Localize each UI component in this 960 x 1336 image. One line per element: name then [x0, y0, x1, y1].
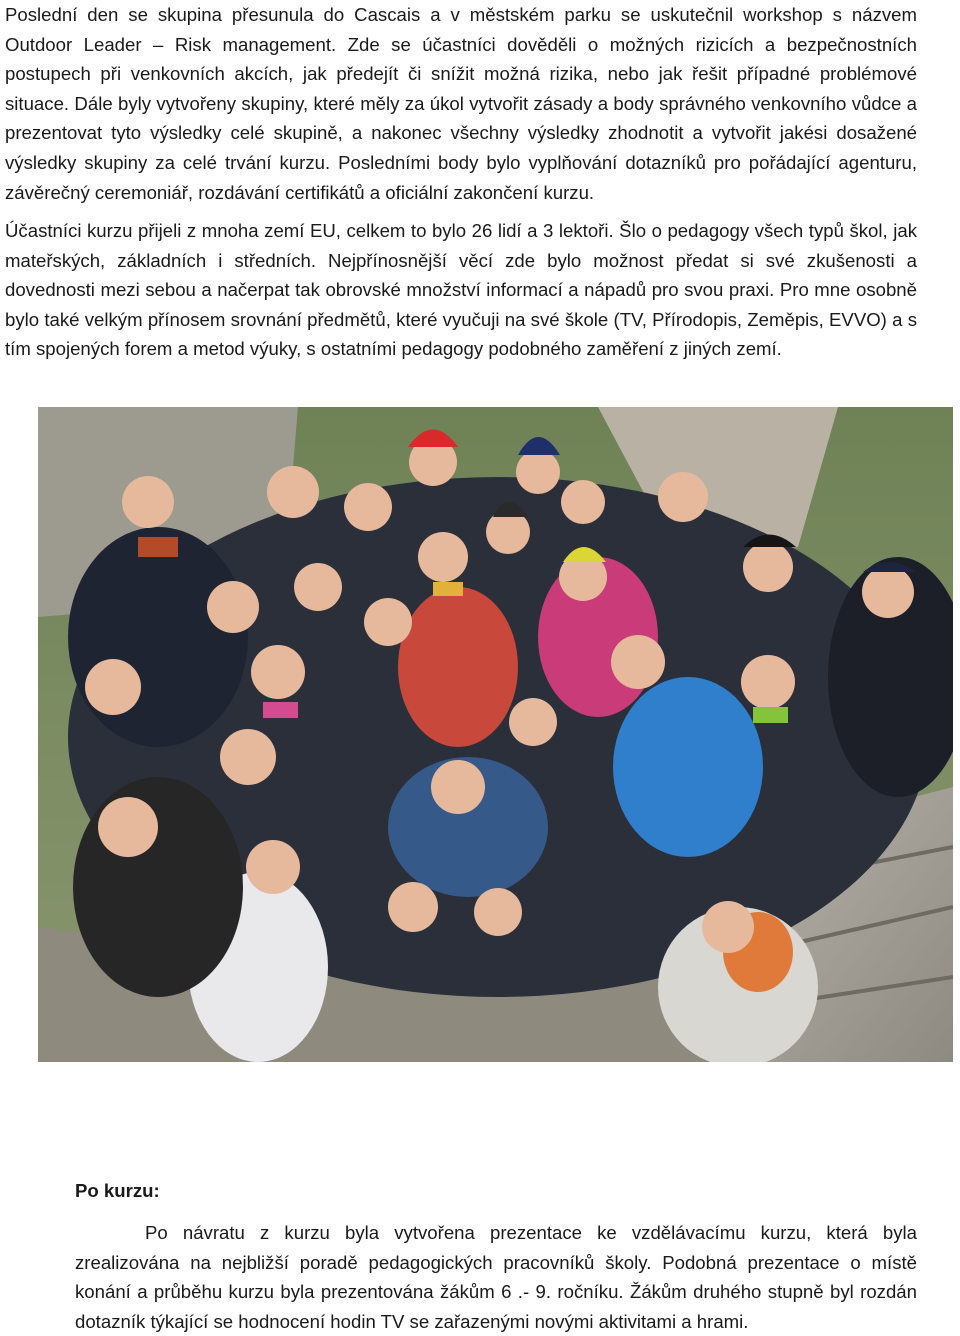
paragraph-after-course — [75, 1218, 917, 1336]
paragraph-participants: Účastníci kurzu přijeli z mnoha zemí EU, celkem to bylo 26 lidí a 3 lektoři. Šlo o pedagogy všech typů škol, jak mateřských, základních i středních. Nejpřínosnější věcí zde bylo možnost předat si své zkušenosti a dovednosti mezi sebou a načerpat tak obrovské množství informací a nápadů pro svou praxi. Pro mne osobně bylo také velkým přínosem srovnání předmětů, které vyučuji na své škole (TV, Přírodopis, Zeměpis, EVVO) a s tím spojených forem a metod výuky, s ostatními pedagogy podobného zaměření z jiných zemí. — [5, 220, 917, 360]
group-photo — [38, 407, 953, 1062]
section-heading-after-course: Po kurzu: — [75, 1180, 160, 1201]
paragraph-after-course-text: Po návratu z kurzu byla vytvořena prezentace ke vzdělávacímu kurzu, která byla zrealizována na nejbližší poradě pedagogických pracovníků školy. Podobná prezentace o místě konání a průběhu kurzu byla prezentována žákům 6 .- 9. ročníku. Žákům druhého stupně byl rozdán dotazník týkající se hodnocení hodin TV se zařazenými novými aktivitami a hrami. — [75, 1222, 917, 1332]
paragraph-workshop-day: Poslední den se skupina přesunula do Cascais a v městském parku se uskutečnil workshop s názvem Outdoor Leader – Risk management. Zde se účastníci dověděli o možných rizicích a bezpečnostních postupech při venkovních akcích, jak předejít či snížit možná rizika, nebo jak řešit případné problémové situace. Dále byly vytvořeny skupiny, které měly za úkol vytvořit zásady a body správného venkovního vůdce a prezentovat tyto výsledky celé skupině, a nakonec všechny výsledky zhodnotit a vytvořit jakési dosažené výsledky skupiny za celé trvání kurzu. Posledními body bylo vyplňování dotazníků pro pořádající agenturu, závěrečný ceremoniář, rozdávání certifikátů a oficiální zakončení kurzu. — [5, 4, 917, 203]
